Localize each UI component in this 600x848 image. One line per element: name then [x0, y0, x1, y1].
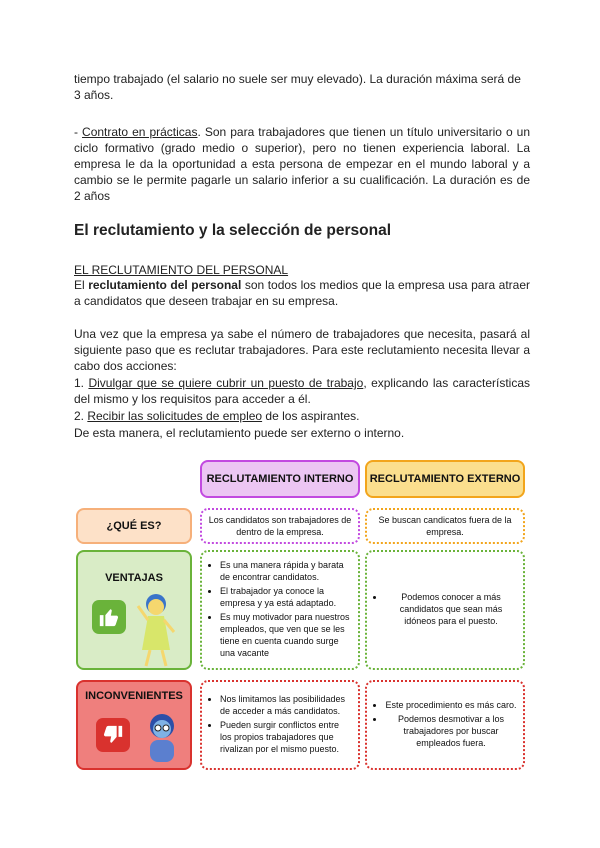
- list-item: • Este procedimiento es más caro.: [385, 699, 517, 711]
- dis-external-list: [373, 699, 517, 751]
- definition-paragraph: [74, 277, 530, 309]
- cell-adv-internal: [200, 550, 360, 670]
- item-text: , explicando las características del mismo y los requisitos para acceder a él.: [74, 376, 531, 406]
- subsection-title: EL RECLUTAMIENTO DEL PERSONAL: [74, 263, 289, 277]
- dis-internal-list: [208, 693, 352, 757]
- list-item: • Es muy motivador para nuestros empleados, que ven que se les tiene en cuenta cuando surge una vacante: [220, 611, 352, 659]
- cell-what-internal: Los candidatos son trabajadores de dentro de la empresa.: [200, 508, 360, 544]
- list-item: • Podemos conocer a más candidatos que sean más idóneos para el puesto.: [385, 591, 517, 627]
- list-item: • El trabajador ya conoce la empresa y ya está adaptado.: [220, 585, 352, 609]
- item-link[interactable]: Recibir las solicitudes de empleo: [87, 409, 263, 423]
- disadvantages-title: INCONVENIENTES: [85, 690, 183, 702]
- list-item: • Nos limitamos las posibilidades de acceder a más candidatos.: [220, 693, 352, 717]
- cell-adv-external: [365, 550, 525, 670]
- dash: -: [74, 125, 83, 139]
- item-number: 2.: [74, 409, 88, 423]
- list-item: • Podemos desmotivar a los trabajadores por buscar empleados fuera.: [385, 713, 517, 749]
- definition-prefix: El: [74, 278, 89, 292]
- joy-character-image: [136, 592, 176, 668]
- row-label-what: ¿QUÉ ES?: [76, 508, 192, 544]
- paragraph-line: 3 años.: [74, 88, 114, 102]
- cell-dis-internal: [200, 680, 360, 770]
- advantages-title: VENTAJAS: [105, 572, 163, 584]
- thumbs-down-icon: [96, 718, 130, 752]
- adv-internal-list: [208, 559, 352, 661]
- paragraph-practicas: [74, 124, 530, 204]
- list-item: • Pueden surgir conflictos entre los propios trabajadores que rivalizan por el mismo puesto.: [220, 719, 352, 755]
- section-title: El reclutamiento y la selección de personal: [74, 222, 392, 239]
- item-link[interactable]: Divulgar que se quiere cubrir un puesto de trabajo: [88, 376, 364, 390]
- closing-sentence: De esta manera, el reclutamiento puede ser externo o interno.: [74, 426, 405, 440]
- action-item-1: [74, 375, 530, 407]
- header-external: RECLUTAMIENTO EXTERNO: [365, 460, 525, 498]
- sadness-character-image: [144, 712, 180, 764]
- paragraph-text: . Son para trabajadores que tienen un título universitario o un ciclo formativo (grado medio o superior), pero no tienen experiencia laboral. La empresa le da la oportunidad a esta persona de empezar en el mundo laboral y a cambio se le permite pagarle un salario inferior a su cualificación. La duración es de 2 años: [74, 125, 530, 203]
- row-label-advantages: [76, 550, 192, 670]
- definition-text: son todos los medios que la empresa usa para atraer a candidatos que deseen trabajar en su empresa.: [74, 278, 530, 308]
- adv-external-list: [373, 591, 517, 629]
- cell-dis-external: [365, 680, 525, 770]
- thumbs-up-icon: [92, 600, 126, 634]
- actions-paragraph: Una vez que la empresa ya sabe el número de trabajadores que necesita, pasará al siguiente paso que es reclutar trabajadores. Para este reclutamiento necesita llevar a cabo dos acciones:: [74, 327, 530, 373]
- paragraph-line: tiempo trabajado (el salario no suele ser muy elevado). La duración máxima será de: [74, 72, 521, 86]
- contract-link[interactable]: Contrato en prácticas: [82, 125, 198, 139]
- definition-term: reclutamiento del personal: [88, 278, 242, 292]
- cell-what-external: Se buscan candicatos fuera de la empresa.: [365, 508, 525, 544]
- item-text: de los aspirantes.: [262, 409, 360, 423]
- header-internal: RECLUTAMIENTO INTERNO: [200, 460, 360, 498]
- action-item-2: [74, 408, 530, 424]
- row-label-disadvantages: [76, 680, 192, 770]
- item-number: 1.: [74, 376, 89, 390]
- list-item: • Es una manera rápida y barata de encontrar candidatos.: [220, 559, 352, 583]
